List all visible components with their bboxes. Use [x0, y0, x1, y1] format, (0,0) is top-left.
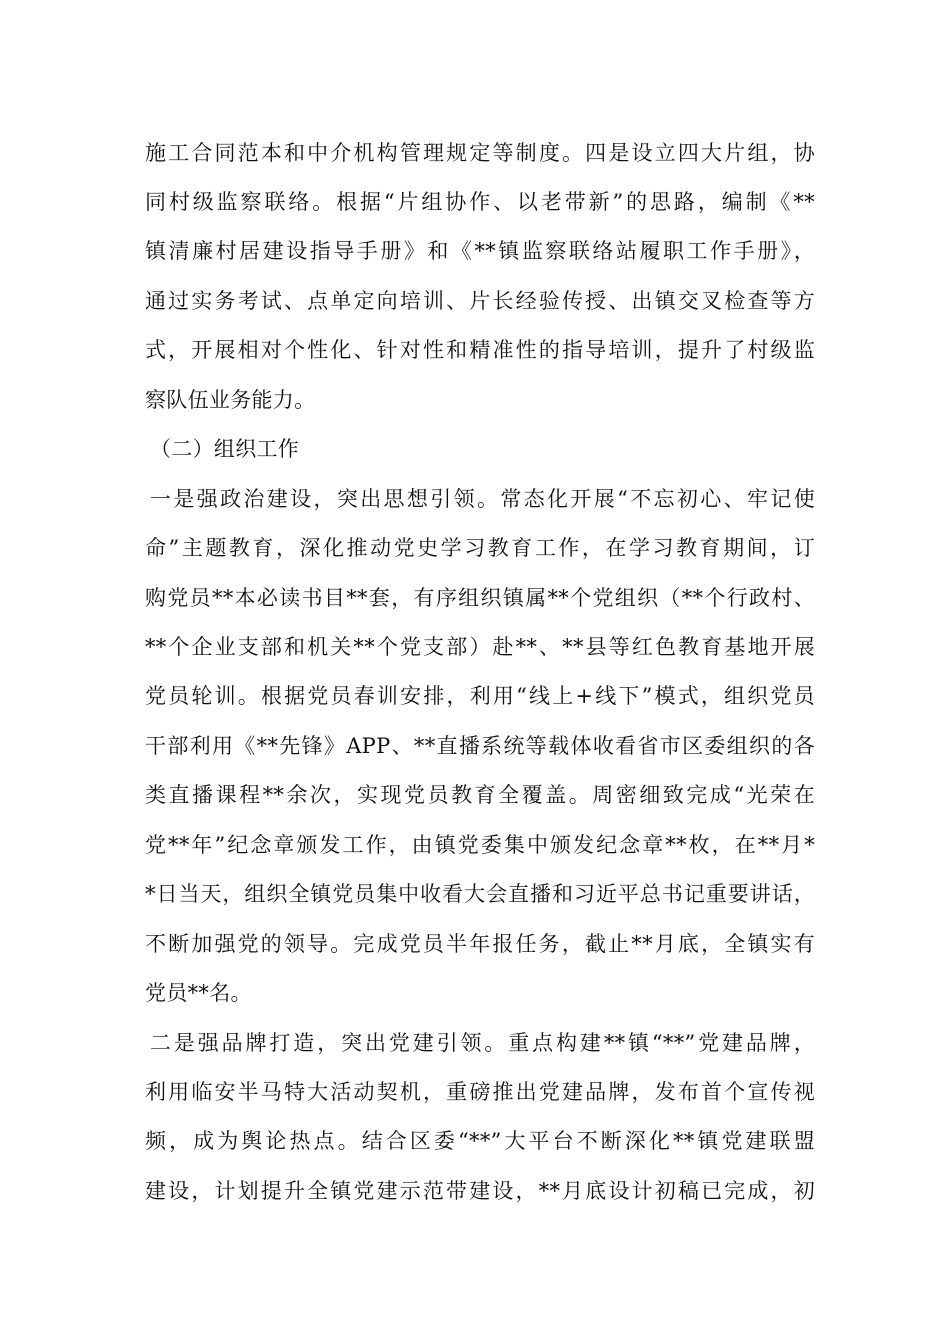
section-heading: （二）组织工作 [150, 437, 300, 461]
paragraph-line: **个企业支部和机关**个党支部）赴**、**县等红色教育基地开展 [145, 635, 815, 659]
paragraph-line: 二是强品牌打造，突出党建引领。重点构建**镇“**”党建品牌， [150, 1031, 815, 1055]
paragraph-line: 党员**名。 [145, 981, 252, 1005]
paragraph-line: 通过实务考试、点单定向培训、片长经验传授、出镇交叉检查等方 [145, 289, 815, 313]
paragraph-line: 式，开展相对个性化、针对性和精准性的指导培训，提升了村级监 [145, 338, 815, 362]
paragraph-line: 频，成为舆论热点。结合区委“**”大平台不断深化**镇党建联盟 [145, 1129, 815, 1153]
paragraph-line: 施工合同范本和中介机构管理规定等制度。四是设立四大片组，协 [145, 141, 815, 165]
paragraph-line: 察队伍业务能力。 [145, 388, 316, 412]
paragraph-line: 一是强政治建设，突出思想引领。常态化开展“不忘初心、牢记使 [150, 487, 815, 511]
paragraph-line: 购党员**本必读书目**套，有序组织镇属**个党组织（**个行政村、 [145, 586, 815, 610]
paragraph-line: 镇清廉村居建设指导手册》和《**镇监察联络站履职工作手册》， [145, 239, 815, 263]
paragraph-line: 类直播课程**余次，实现党员教育全覆盖。周密细致完成“光荣在 [145, 783, 815, 807]
paragraph-line: 干部利用《**先锋》APP、**直播系统等载体收看省市区委组织的各 [145, 734, 815, 758]
paragraph-line: 利用临安半马特大活动契机，重磅推出党建品牌，发布首个宣传视 [145, 1080, 815, 1104]
paragraph-line: 不断加强党的领导。完成党员半年报任务，截止**月底，全镇实有 [145, 932, 815, 956]
paragraph-line: 建设，计划提升全镇党建示范带建设，**月底设计初稿已完成，初 [145, 1179, 815, 1203]
paragraph-line: 党**年”纪念章颁发工作，由镇党委集中颁发纪念章**枚，在**月* [145, 833, 815, 857]
paragraph-line: *日当天，组织全镇党员集中收看大会直播和习近平总书记重要讲话， [145, 882, 815, 906]
paragraph-line: 同村级监察联络。根据“片组协作、以老带新”的思路，编制《** [145, 190, 815, 214]
paragraph-line: 党员轮训。根据党员春训安排，利用“线上+线下”模式，组织党员 [145, 684, 815, 708]
paragraph-line: 命”主题教育，深化推动党史学习教育工作，在学习教育期间，订 [145, 536, 815, 560]
